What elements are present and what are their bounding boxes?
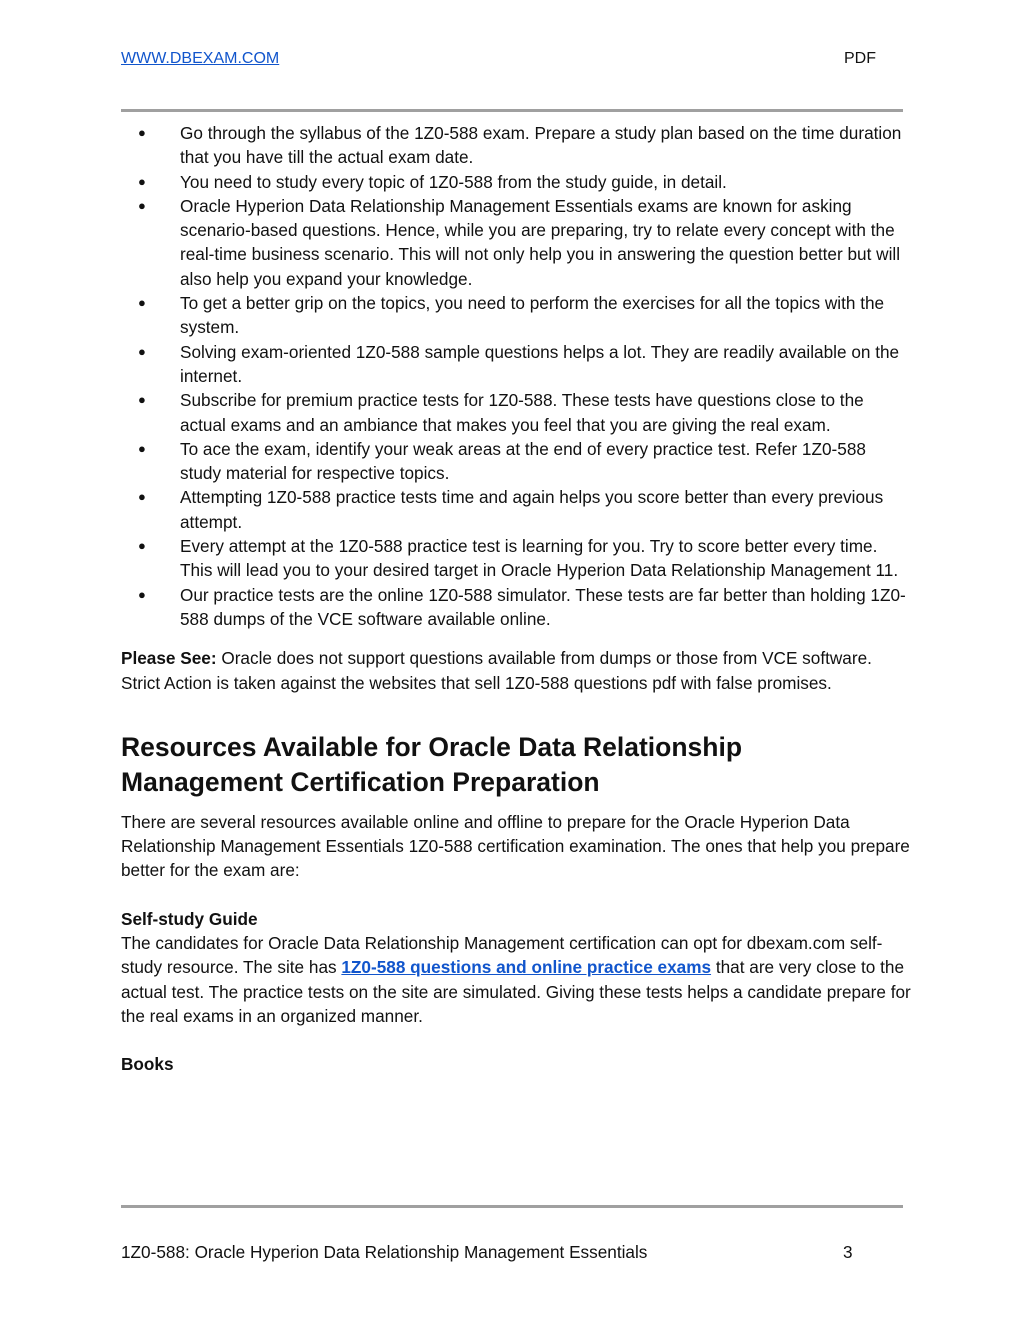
list-item: ● You need to study every topic of 1Z0-588 from the study guide, in detail. [121,170,911,194]
tips-list [121,121,911,631]
self-study-text-before: The candidates for Oracle Data Relationship Management certification can opt for dbexam.com self-study resource. The site has [121,933,883,978]
books-heading: Books [121,1054,174,1075]
note-paragraph [121,646,911,695]
footer-divider [121,1205,903,1208]
bullet-icon: ● [138,173,146,189]
list-item: ● Go through the syllabus of the 1Z0-588 exam. Prepare a study plan based on the time duration that you have till the actual exam date. [138,123,902,168]
list-item: ● Oracle Hyperion Data Relationship Management Essentials exams are known for asking scenario-based questions. Hence, while you are preparing, try to relate every concept with the real-time business scenario. This will not only help you in answering the question better but will also help you expand your knowledge. [138,195,901,289]
bullet-icon: ● [138,392,146,408]
doc-type-label: PDF [844,50,876,67]
self-study-heading: Self-study Guide [121,908,258,929]
note-label: Please See: [121,648,217,669]
list-item: ● Every attempt at the 1Z0-588 practice test is learning for you. Try to score better every time. This will lead you to your desired target in Oracle Hyperion Data Relationship Management 11. [138,536,899,581]
list-item: ● To get a better grip on the topics, you need to perform the exercises for all the topics with the system. [138,293,885,338]
note-text: Oracle does not support questions available from dumps or those from VCE software. Strict Action is taken against the websites that sell 1Z0-588 questions pdf with false promises. [121,648,872,693]
bullet-icon: ● [138,538,146,554]
bullet-icon: ● [138,125,146,140]
list-item: ● Subscribe for premium practice tests for 1Z0-588. These tests have questions close to the actual exams and an ambiance that makes you feel that you are giving the real exam. [138,390,864,435]
bullet-icon: ● [138,197,146,213]
bullet-icon: ● [138,489,146,505]
list-item: ● Attempting 1Z0-588 practice tests time and again helps you score better than every previous attempt. [138,487,884,532]
list-item: ● Our practice tests are the online 1Z0-588 simulator. These tests are far better than holding 1Z0-588 dumps of the VCE software available online. [138,584,906,629]
bullet-icon: ● [138,586,146,602]
self-study-paragraph [121,931,911,1028]
section-intro: There are several resources available online and offline to prepare for the Oracle Hyperion Data Relationship Management Essentials 1Z0-588 certification examination. The ones that help you prepare better for the exam are: [121,811,910,881]
list-item: ● To ace the exam, identify your weak areas at the end of every practice test. Refer 1Z0-588 study material for respective topics. [138,438,866,484]
self-study-text-after: that are very close to the actual test. The practice tests on the site are simulated. Giving these tests helps a candidate prepare for the real exams in an organized manner. [121,957,911,1026]
section-heading: Resources Available for Oracle Data Relationship Management Certification Preparation [121,731,743,797]
page-content [121,121,911,1077]
bullet-icon: ● [138,440,146,456]
bullet-icon: ● [138,295,146,311]
practice-exams-link[interactable]: 1Z0-588 questions and online practice exams [341,957,712,978]
list-item: ● Solving exam-oriented 1Z0-588 sample questions helps a lot. They are readily available on the internet. [138,341,900,386]
header-divider [121,109,903,112]
footer-title: 1Z0-588: Oracle Hyperion Data Relationship Management Essentials [121,1242,648,1262]
bullet-icon: ● [138,343,146,359]
site-link[interactable]: WWW.DBEXAM.COM [121,50,280,67]
page-number: 3 [843,1242,853,1262]
